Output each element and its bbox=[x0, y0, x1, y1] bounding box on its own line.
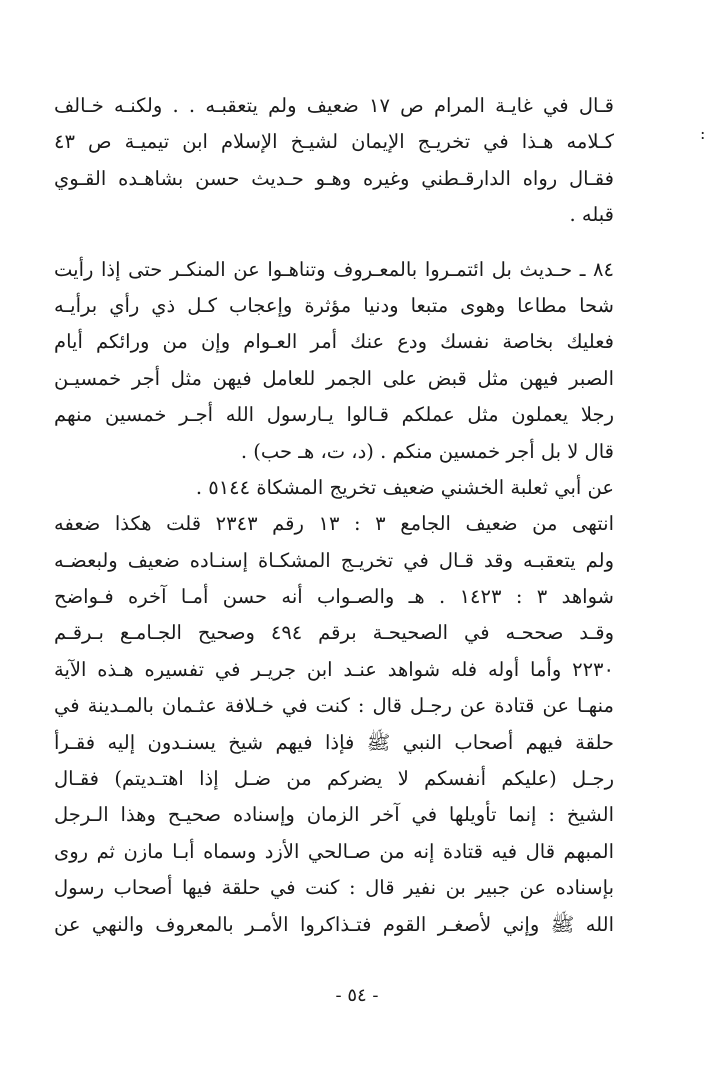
text-line: منهـا عن قتادة عن رجـل قال : كنت في خـلافة عثـمان بالمـدينة في bbox=[54, 694, 614, 718]
text-line: الصبر فيهن مثل قبض على الجمر للعامل فيهن مثل أجر خمسيـن bbox=[54, 366, 614, 390]
text-line: عن أبي ثعلبة الخشني ضعيف تخريج المشكاة ٥١٤٤ . bbox=[195, 475, 614, 499]
text-line: قبله . bbox=[569, 203, 614, 227]
text-line: قال لا بل أجر خمسين منكم . (د، ت، هـ حب) . bbox=[240, 439, 614, 463]
document-page bbox=[54, 88, 614, 943]
hadith-84 bbox=[54, 252, 614, 943]
text-line: شحا مطاعا وهوى متبعا ودنيا مؤثرة وإعجاب كـل ذي رأي برأيـه bbox=[54, 293, 614, 317]
text-line: رجـل (عليكم أنفسكم لا يضركم من ضـل إذا اهتـديتم) فقـال bbox=[54, 767, 614, 791]
text-line: كـلامه هـذا في تخريـج الإيمان لشيـخ الإسلام ابن تيميـة ص ٤٣ bbox=[54, 130, 614, 154]
text-line: الشيخ : إنما تأويلها في آخر الزمان وإسناده صحيـح وهذا الـرجل bbox=[54, 803, 614, 827]
text-line: شواهد ٣ : ١٤٢٣ . هـ والصـواب أنه حسن أمـا آخره فـواضح bbox=[54, 585, 614, 609]
text-line: ٢٢٣٠ وأما أوله فله شواهد عنـد ابن جريـر في تفسيره هـذه الآية bbox=[54, 657, 614, 681]
paragraph-1 bbox=[54, 88, 614, 234]
page-number: - ٥٤ - bbox=[335, 985, 379, 1006]
text-line: حلقة فيهم أصحاب النبي ﷺ فإذا فيهم شيخ يسنـدون إليه فقـرأ bbox=[54, 730, 614, 754]
text-line: بإسناده عن جبير بن نفير قال : كنت في حلقة فيها أصحاب رسول bbox=[54, 876, 614, 900]
text-line: انتهى من ضعيف الجامع ٣ : ١٣ رقم ٢٣٤٣ قلت هكذا ضعفه bbox=[54, 512, 614, 536]
text-line: الله ﷺ وإني لأصغـر القوم فتـذاكروا الأمـر بالمعروف والنهي عن bbox=[54, 912, 614, 936]
text-line: المبهم قال فيه قتادة إنه من صـالحي الأزد وسماه أبـا مازن ثم روى bbox=[54, 839, 614, 863]
text-line: فقـال رواه الدارقـطني وغيره وهـو حـديث حسن بشاهـده القـوي bbox=[54, 166, 614, 190]
text-line: فعليك بخاصة نفسك ودع عنك أمر العـوام وإن من ورائكم أيام bbox=[54, 330, 614, 354]
text-line: رجلا يعملون مثل عملكم قـالوا يـارسول الله أجـر خمسين منهم bbox=[54, 403, 614, 427]
paragraph-gap bbox=[54, 234, 614, 252]
text-line: ولم يتعقبـه وقد قـال في تخريـج المشكـاة إسنـاده ضعيف ولبعضـه bbox=[54, 548, 614, 572]
margin-mark: : bbox=[700, 124, 706, 143]
text-line: وقـد صححـه في الصحيحـة برقم ٤٩٤ وصحيح الجـامـع بـرقـم bbox=[54, 621, 614, 645]
text-line: ٨٤ ـ حـديث بل ائتمـروا بالمعـروف وتناهـوا عن المنكـر حتى إذا رأيت bbox=[54, 257, 614, 281]
text-line: قـال في غايـة المرام ص ١٧ ضعيف ولم يتعقبـه . . ولكنـه خـالف bbox=[54, 94, 614, 117]
